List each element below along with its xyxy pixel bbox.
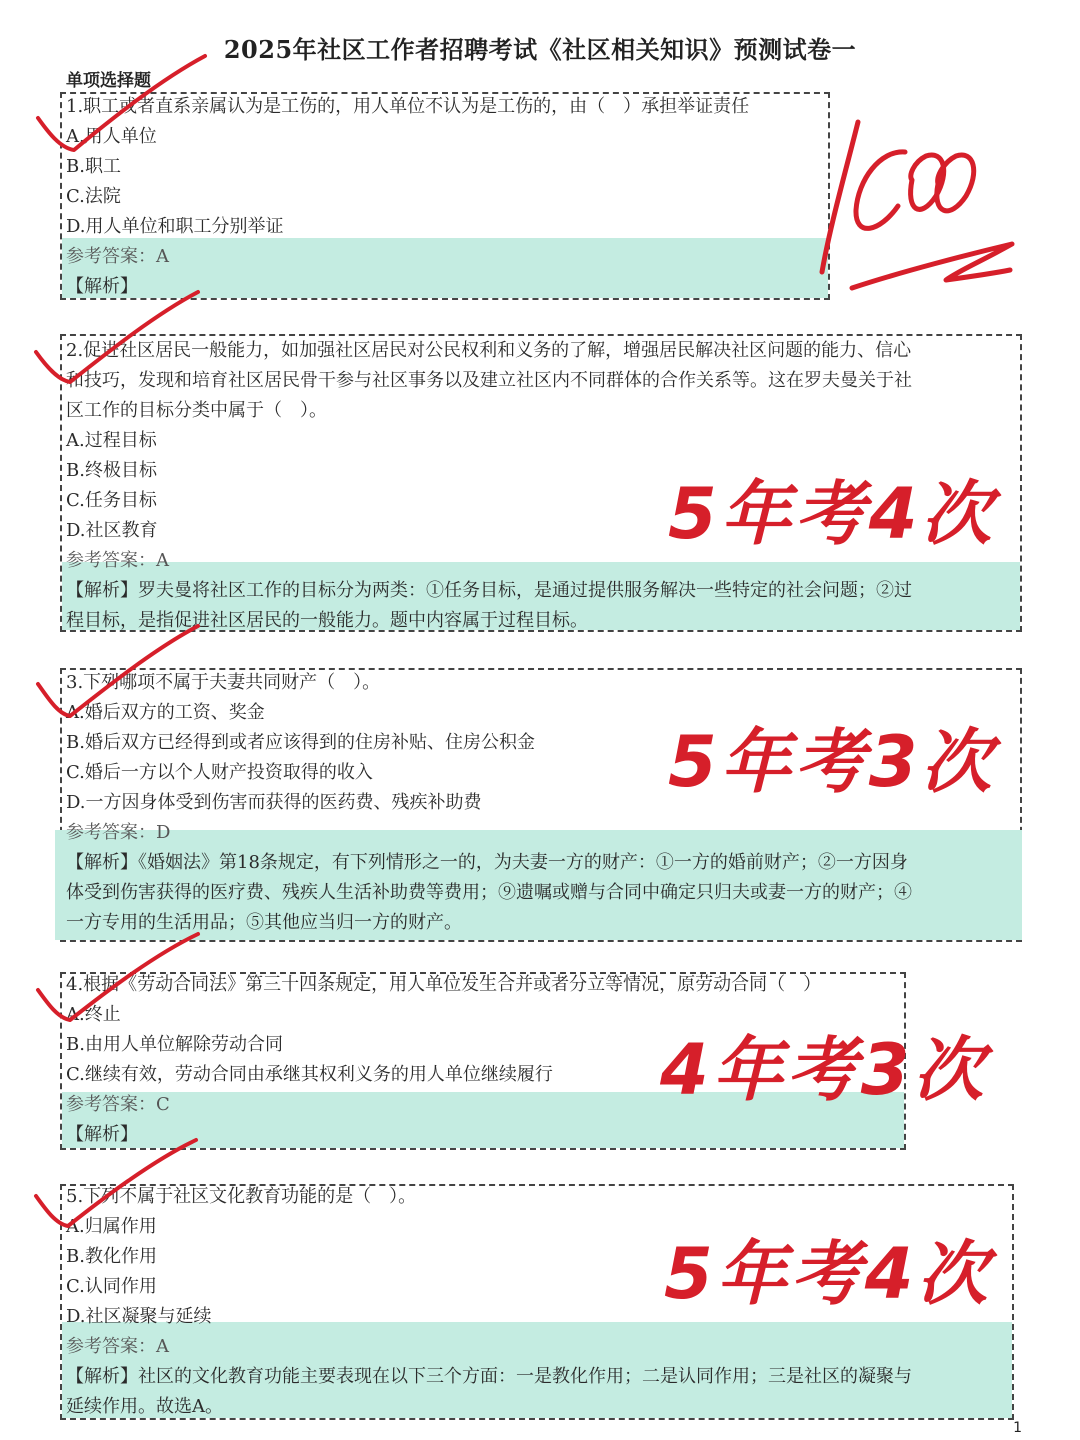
analysis-line: 【解析】罗夫曼将社区工作的目标分为两类：①任务目标，是通过提供服务解决一些特定的社会问题；②过 <box>66 580 912 601</box>
option-d: D.社区教育 <box>66 520 158 541</box>
reference-answer: 参考答案：A <box>66 550 169 571</box>
question-stem: 3.下列哪项不属于夫妻共同财产（ ）。 <box>66 672 381 693</box>
question-stem: 1.职工或者直系亲属认为是工伤的，用人单位不认为是工伤的，由（ ）承担举证责任 <box>66 96 750 117</box>
option-a: A.过程目标 <box>66 430 157 451</box>
analysis-line: 【解析】社区的文化教育功能主要表现在以下三个方面：一是教化作用；二是认同作用；三是社区的凝聚与 <box>66 1366 912 1387</box>
option-a: A.婚后双方的工资、奖金 <box>66 702 265 723</box>
option-c: C.继续有效，劳动合同由承继其权利义务的用人单位继续履行 <box>66 1064 553 1085</box>
frequency-stamp-3: 5年考3次 <box>668 721 996 803</box>
option-b: B.终极目标 <box>66 460 157 481</box>
reference-answer: 参考答案：D <box>66 822 171 843</box>
question-stem: 2.促进社区居民一般能力，如加强社区居民对公民权利和义务的了解，增强居民解决社区问题的能力、信心 <box>66 340 912 361</box>
option-b: B.由用人单位解除劳动合同 <box>66 1034 283 1055</box>
score-100-icon <box>822 122 1012 288</box>
analysis-line: 【解析】 <box>66 276 138 297</box>
analysis-line: 体受到伤害获得的医疗费、残疾人生活补助费等费用；⑨遗嘱或赠与合同中确定只归夫或妻一方的财产；④ <box>66 882 912 903</box>
frequency-stamp-5: 5年考4次 <box>664 1233 992 1315</box>
option-b: B.教化作用 <box>66 1246 157 1267</box>
question-stem: 区工作的目标分类中属于（ ）。 <box>66 400 327 421</box>
option-c: C.法院 <box>66 186 121 207</box>
frequency-stamp-2: 5年考4次 <box>668 473 996 555</box>
question-stem: 5.下列不属于社区文化教育功能的是（ ）。 <box>66 1186 417 1207</box>
option-d: D.用人单位和职工分别举证 <box>66 216 284 237</box>
analysis-line: 【解析】 <box>66 1124 138 1145</box>
analysis-line: 【解析】《婚姻法》第18条规定，有下列情形之一的，为夫妻一方的财产：①一方的婚前财产；②一方因身 <box>66 852 908 873</box>
analysis-line: 延续作用。故选A。 <box>66 1396 223 1417</box>
option-c: C.婚后一方以个人财产投资取得的收入 <box>66 762 373 783</box>
option-d: D.社区凝聚与延续 <box>66 1306 212 1327</box>
option-b: B.婚后双方已经得到或者应该得到的住房补贴、住房公积金 <box>66 732 535 753</box>
page-number: 1 <box>1013 1420 1022 1436</box>
section-label: 单项选择题 <box>66 71 151 91</box>
answer-highlight-1 <box>62 238 828 298</box>
option-c: C.认同作用 <box>66 1276 157 1297</box>
option-d: D.一方因身体受到伤害而获得的医药费、残疾补助费 <box>66 792 482 813</box>
reference-answer: 参考答案：A <box>66 1336 169 1357</box>
question-stem: 4.根据《劳动合同法》第三十四条规定，用人单位发生合并或者分立等情况，原劳动合同（ ） <box>66 974 822 995</box>
option-a: A.用人单位 <box>66 126 157 147</box>
option-b: B.职工 <box>66 156 121 177</box>
option-a: A.归属作用 <box>66 1216 157 1237</box>
frequency-stamp-4: 4年考3次 <box>660 1029 988 1111</box>
analysis-line: 一方专用的生活用品；⑤其他应当归一方的财产。 <box>66 912 462 933</box>
option-c: C.任务目标 <box>66 490 157 511</box>
document-title: 2025年社区工作者招聘考试《社区相关知识》预测试卷一 <box>223 35 857 64</box>
reference-answer: 参考答案：C <box>66 1094 170 1115</box>
analysis-line: 程目标，是指促进社区居民的一般能力。题中内容属于过程目标。 <box>66 610 588 631</box>
question-stem: 和技巧，发现和培育社区居民骨干参与社区事务以及建立社区内不同群体的合作关系等。这在罗夫曼关于社 <box>66 370 912 391</box>
reference-answer: 参考答案：A <box>66 246 169 267</box>
option-a: A.终止 <box>66 1004 121 1025</box>
